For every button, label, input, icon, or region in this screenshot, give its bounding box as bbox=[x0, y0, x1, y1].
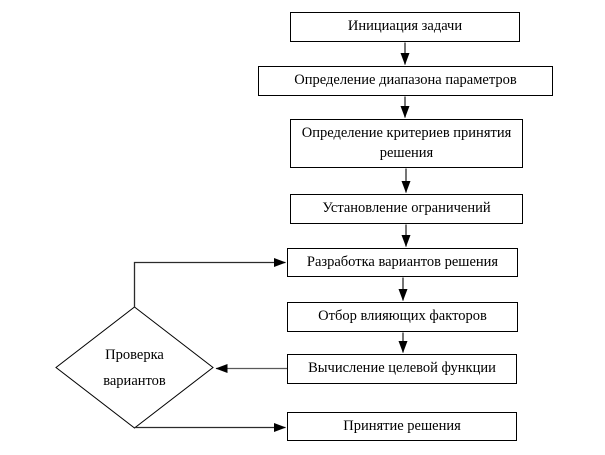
flowchart-node-influencing-factors: Отбор влияющих факторов bbox=[287, 302, 518, 332]
variant-check-line1: Проверка bbox=[105, 347, 164, 363]
connector-check-to-variants-loop bbox=[135, 263, 286, 308]
flowchart-node-decision-criteria: Определение критериев принятия решения bbox=[290, 119, 523, 168]
flowchart-node-objective-function: Вычисление целевой функции bbox=[287, 354, 517, 384]
variant-check-line2: вариантов bbox=[103, 372, 166, 389]
flowchart-node-solution-variants: Разработка вариантов решения bbox=[287, 248, 518, 277]
flowchart-node-parameter-range: Определение диапазона параметров bbox=[258, 66, 553, 96]
flowchart-node-task-initiation: Инициация задачи bbox=[290, 12, 520, 42]
flowchart-node-decision-making: Принятие решения bbox=[287, 412, 517, 441]
flowchart-node-constraints: Установление ограничений bbox=[290, 194, 523, 224]
flowchart-node-variant-check bbox=[72, 330, 197, 406]
